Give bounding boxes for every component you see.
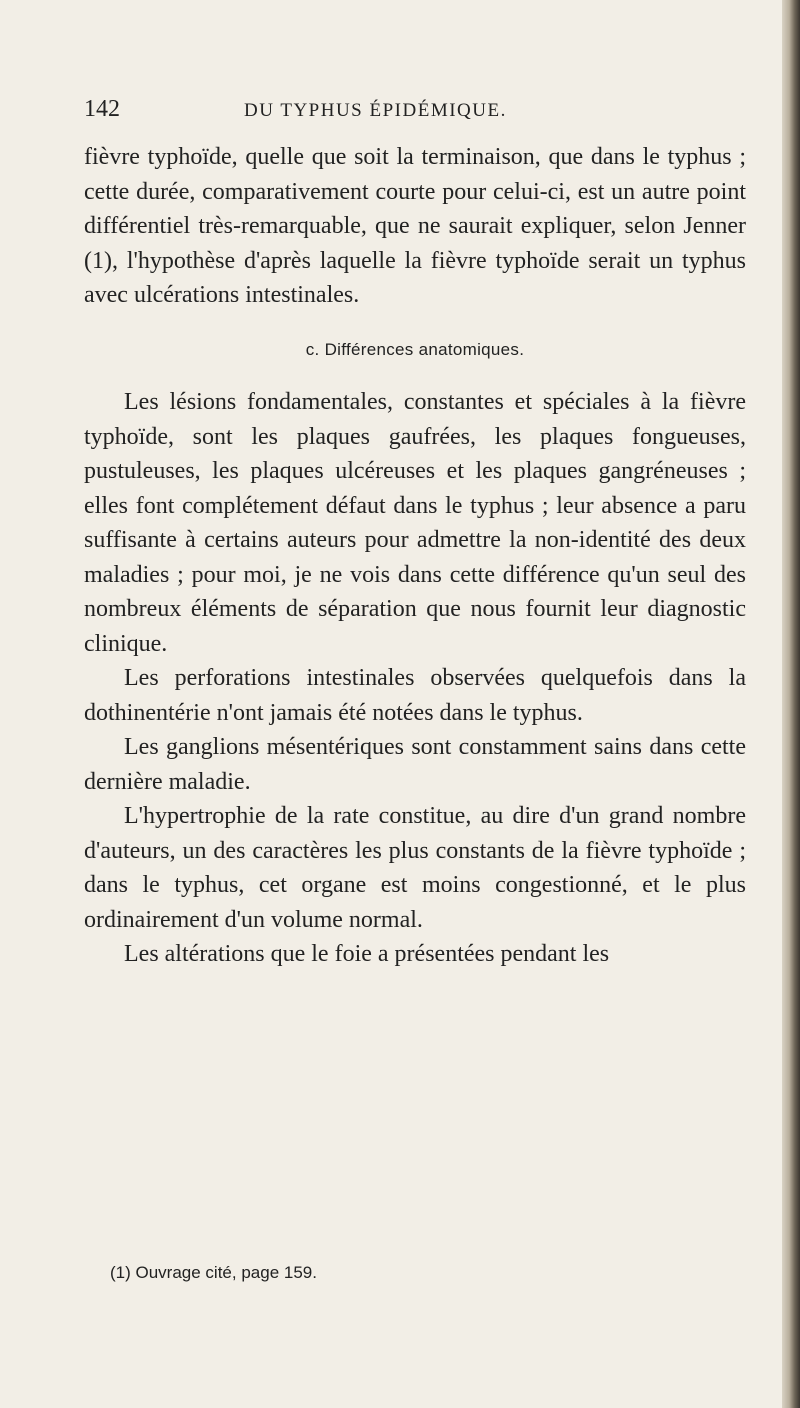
paragraph: Les perforations intestinales observées quelquefois dans la dothinentérie n'ont jamais été notées dans le typhus.: [84, 665, 746, 726]
page-header: [84, 96, 744, 132]
paragraph: Les lésions fondamentales, constantes et spéciales à la fièvre typhoïde, sont les plaques gaufrées, les plaques fongueuses, pustuleuses, les plaques ulcéreuses et les plaques gangréneuses ; elles font complétement défaut dans le typhus ; leur absence a paru suffisante à certains auteurs pour admettre la non-identité des deux maladies ; pour moi, je ne vois dans cette différence qu'un seul des nombreux éléments de séparation que nous fournit leur diagnostic clinique.: [84, 389, 746, 657]
page-number: 142: [84, 96, 120, 122]
body-text: [84, 140, 746, 972]
page-edge: [782, 0, 800, 1408]
section-heading: c. Différences anatomiques.: [305, 339, 525, 359]
footnote: (1) Ouvrage cité, page 159.: [110, 1263, 317, 1282]
paragraph: Les ganglions mésentériques sont constamment sains dans cette dernière maladie.: [84, 734, 746, 795]
paragraph-last: Les altérations que le foie a présentées pendant les: [124, 941, 610, 967]
paragraph-continuation: fièvre typhoïde, quelle que soit la terminaison, que dans le typhus ; cette durée, comparativement courte pour celui-ci, est un autre point différentiel très-remarquable, que ne saurait expliquer, selon Jenner (1), l'hypothèse d'après laquelle la fièvre typhoïde serait un typhus avec ulcérations intestinales.: [84, 144, 746, 308]
running-head: DU TYPHUS ÉPIDÉMIQUE.: [244, 100, 507, 121]
paragraph: L'hypertrophie de la rate constitue, au dire d'un grand nombre d'auteurs, un des caractères les plus constants de la fièvre typhoïde ; dans le typhus, cet organe est moins congestionné, et le plus ordinairement d'un volume normal.: [84, 803, 746, 933]
